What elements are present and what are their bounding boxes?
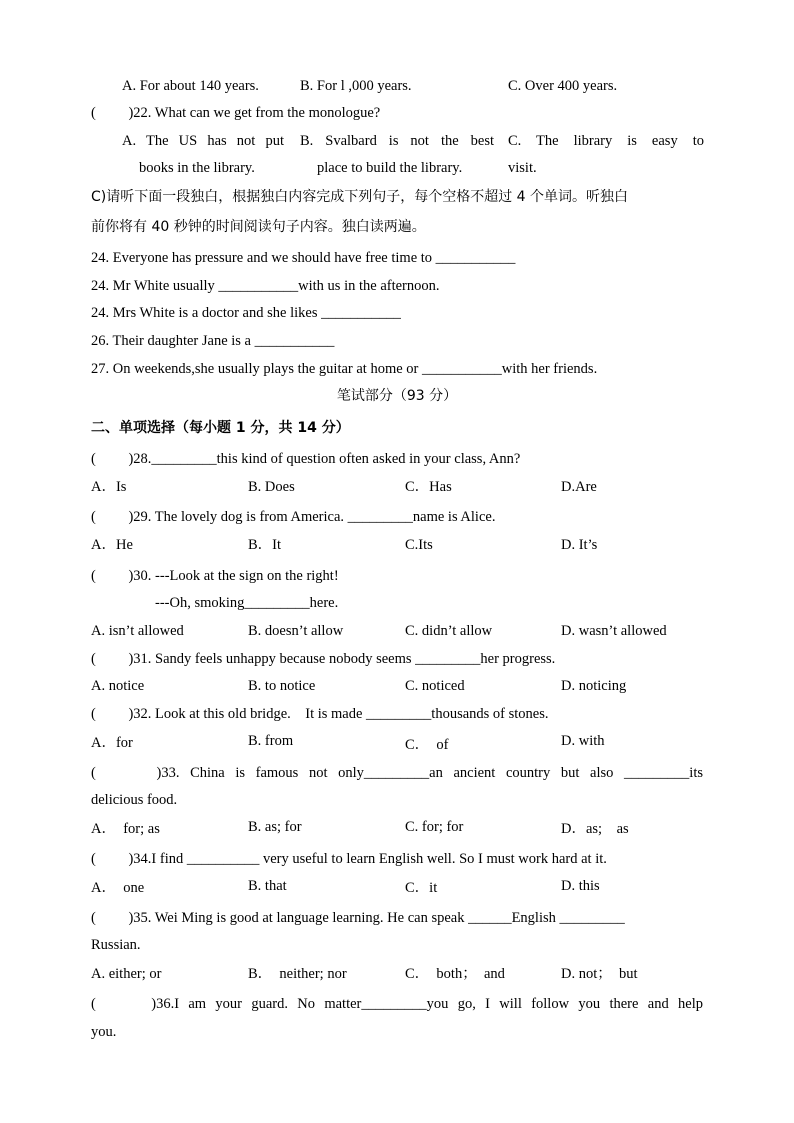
q22-stem: ( )22. What can we get from the monologue? bbox=[91, 105, 381, 121]
q22-option-a bbox=[122, 128, 284, 182]
section-c-instruction-line2: 前你将有 40 秒钟的时间阅读句子内容。独白读两遍。 bbox=[91, 219, 426, 235]
q31-option-b: B. to notice bbox=[248, 678, 316, 694]
q33-option-b: B. as; for bbox=[248, 819, 302, 835]
q35-stem-line2: Russian. bbox=[91, 937, 141, 953]
q24b-text: 24. Mr White usually ___________with us in the afternoon. bbox=[91, 278, 440, 294]
q28-option-d: D.Are bbox=[561, 479, 597, 495]
q35-option-b: B． neither; nor bbox=[248, 966, 347, 982]
q30-option-d: D. wasn’t allowed bbox=[561, 623, 667, 639]
q24c-text: 24. Mrs White is a doctor and she likes ___________ bbox=[91, 305, 401, 321]
q32-option-a: A．for bbox=[91, 735, 133, 751]
q35-stem: ( )35. Wei Ming is good at language learning. He can speak ______English _________ bbox=[91, 910, 625, 926]
q22-option-b-line1: B. Svalbard is not the best bbox=[300, 133, 494, 149]
q28-option-c: C．Has bbox=[405, 479, 452, 495]
q28-option-b: B. Does bbox=[248, 479, 295, 495]
q21-option-b: B. For l ,000 years. bbox=[300, 78, 412, 94]
q31-option-d: D. noticing bbox=[561, 678, 627, 694]
q29-option-d: D. It’s bbox=[561, 537, 598, 553]
q27-text: 27. On weekends,she usually plays the guitar at home or ___________with her friends. bbox=[91, 361, 598, 377]
q30-option-a: A. isn’t allowed bbox=[91, 623, 184, 639]
q29-option-c: C.Its bbox=[405, 537, 433, 553]
q35-option-d: D. not； but bbox=[561, 966, 638, 982]
q32-option-b: B. from bbox=[248, 733, 294, 749]
q22-option-c-line1: C. The library is easy to bbox=[508, 133, 704, 149]
q22-option-c-line2: visit. bbox=[508, 160, 537, 176]
section-2-heading: 二、单项选择（每小题 1 分，共 14 分） bbox=[91, 420, 350, 436]
q33-option-c: C. for; for bbox=[405, 819, 464, 835]
q29-option-b: B．It bbox=[248, 537, 282, 553]
q22-option-c bbox=[508, 128, 704, 182]
q21-option-c: C. Over 400 years. bbox=[508, 78, 618, 94]
q34-stem: ( )34.I find __________ very useful to learn English well. So I must work hard at it. bbox=[91, 851, 607, 867]
q33-option-a: A． for; as bbox=[91, 821, 160, 837]
q33-stem-line2: delicious food. bbox=[91, 792, 178, 808]
q32-option-c: C． of bbox=[405, 737, 449, 753]
q36-stem-line2: you. bbox=[91, 1024, 117, 1040]
section-c-instruction-line1: C)请听下面一段独白，根据独白内容完成下列句子，每个空格不超过 4 个单词。听独白 bbox=[91, 189, 629, 205]
q26-text: 26. Their daughter Jane is a ___________ bbox=[91, 333, 335, 349]
q22-option-b-line2: place to build the library. bbox=[317, 160, 463, 176]
q34-option-d: D. this bbox=[561, 878, 600, 894]
q34-option-a: A． one bbox=[91, 880, 145, 896]
written-part-heading: 笔试部分（93 分） bbox=[336, 388, 458, 404]
q28-option-a: A．Is bbox=[91, 479, 127, 495]
q22-option-a-line2: books in the library. bbox=[139, 160, 255, 176]
q30-stem: ( )30. ---Look at the sign on the right! bbox=[91, 568, 339, 584]
q34-option-c: C．it bbox=[405, 880, 438, 896]
q30-option-c: C. didn’t allow bbox=[405, 623, 493, 639]
q34-option-b: B. that bbox=[248, 878, 287, 894]
q35-option-c: C． both； and bbox=[405, 966, 505, 982]
q29-option-a: A．He bbox=[91, 537, 133, 553]
q32-option-d: D. with bbox=[561, 733, 605, 749]
q31-stem: ( )31. Sandy feels unhappy because nobody seems _________her progress. bbox=[91, 651, 556, 667]
q29-stem: ( )29. The lovely dog is from America. _________name is Alice. bbox=[91, 509, 496, 525]
q21-option-a: A. For about 140 years. bbox=[122, 78, 259, 94]
q24a-text: 24. Everyone has pressure and we should have free time to ___________ bbox=[91, 250, 516, 266]
q31-option-a: A. notice bbox=[91, 678, 145, 694]
q22-options bbox=[122, 128, 704, 188]
q32-stem: ( )32. Look at this old bridge. It is made _________thousands of stones. bbox=[91, 706, 549, 722]
q30-stem-line2: ---Oh, smoking_________here. bbox=[155, 595, 339, 611]
q30-option-b: B. doesn’t allow bbox=[248, 623, 344, 639]
q31-option-c: C. noticed bbox=[405, 678, 465, 694]
q33-option-d: D．as; as bbox=[561, 821, 629, 837]
q28-stem: ( )28._________this kind of question often asked in your class, Ann? bbox=[91, 451, 521, 467]
q33-stem: ( )33. China is famous not only_________an ancient country but also _________its bbox=[91, 765, 703, 781]
q36-stem: ( )36.I am your guard. No matter_________you go, I will follow you there and help bbox=[91, 996, 703, 1012]
q22-option-b bbox=[300, 128, 494, 182]
q35-option-a: A. either; or bbox=[91, 966, 162, 982]
q22-option-a-line1: A. The US has not put bbox=[122, 133, 284, 149]
